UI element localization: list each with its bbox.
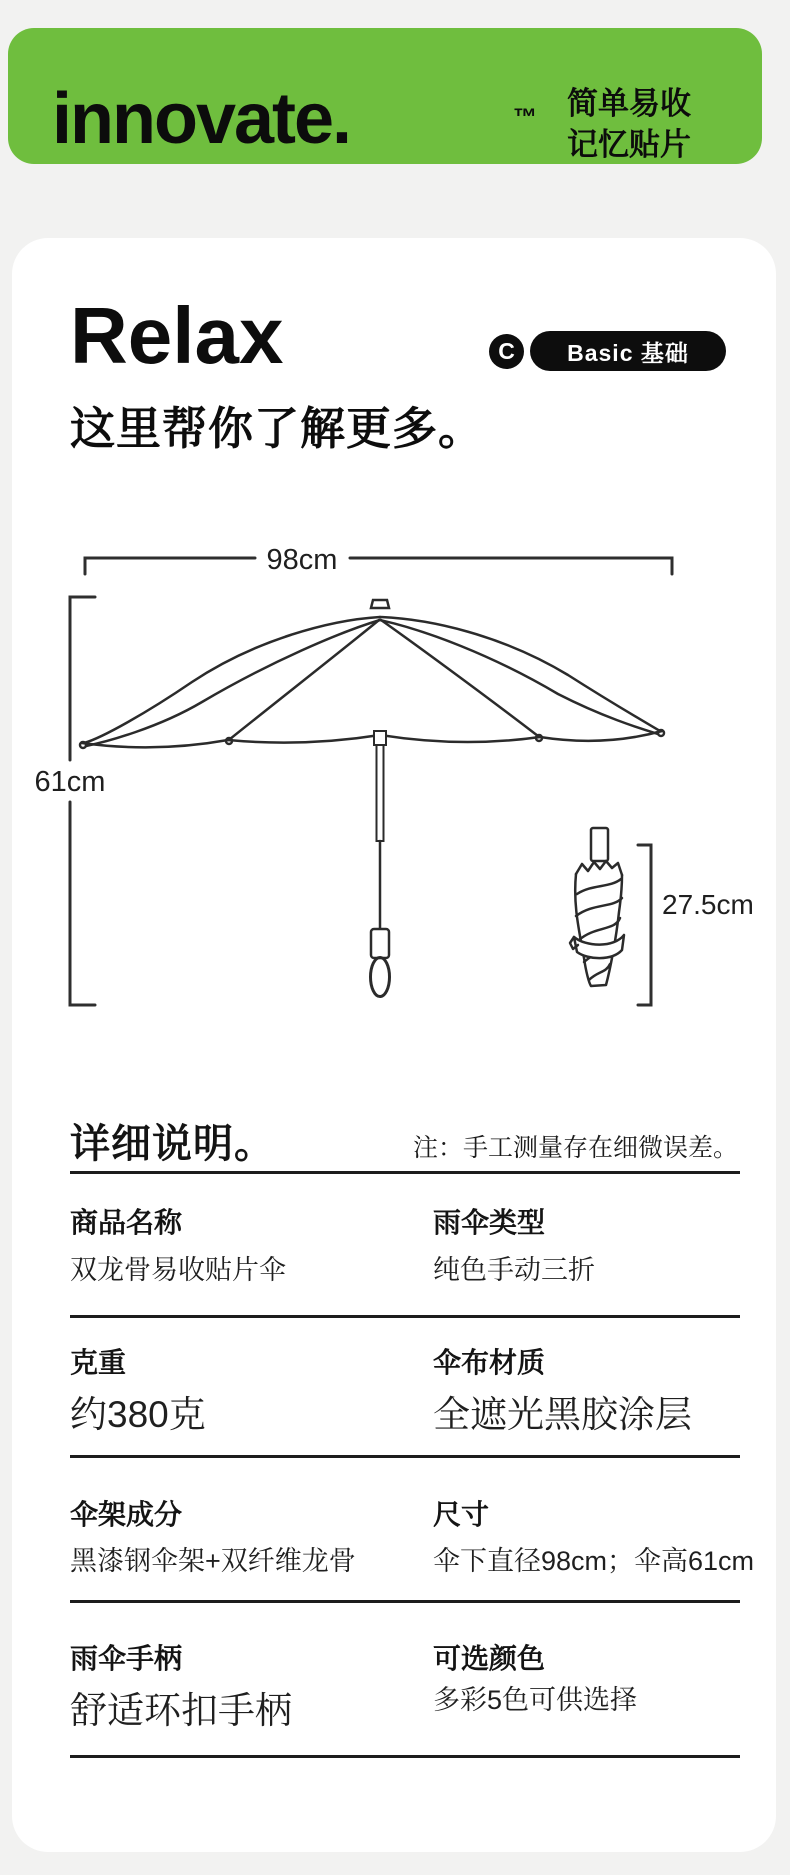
spec-value-product-name: 双龙骨易收贴片伞 (70, 1255, 286, 1285)
spec-value-canopy-material: 全遮光黑胶涂层 (433, 1394, 692, 1435)
section-subtitle: 这里帮你了解更多。 (70, 403, 485, 454)
open-umbrella-drawing (80, 600, 664, 997)
spec-label-colors: 可选颜色 (433, 1643, 546, 1674)
spec-label-product-name: 商品名称 (70, 1207, 183, 1238)
copyright-circle-badge: C (489, 334, 524, 369)
details-heading: 详细说明。 (70, 1122, 275, 1166)
folded-height-label: 27.5cm (662, 889, 754, 920)
brand-tagline (567, 83, 732, 165)
width-bracket (85, 558, 672, 574)
brand-banner (8, 28, 762, 164)
folded-height-bracket (638, 845, 651, 1005)
tagline-line-1: 简单易收 (567, 86, 691, 121)
divider (70, 1171, 740, 1174)
section-title: Relax (70, 291, 284, 380)
spec-value-frame: 黑漆钢伞架+双纤维龙骨 (70, 1546, 356, 1576)
spec-label-umbrella-type: 雨伞类型 (433, 1207, 546, 1238)
spec-value-handle: 舒适环扣手柄 (70, 1690, 292, 1731)
spec-value-umbrella-type: 纯色手动三折 (433, 1255, 595, 1285)
spec-label-handle: 雨伞手柄 (70, 1643, 183, 1674)
height-bracket (70, 597, 95, 1005)
basic-level-badge: Basic 基础 (530, 331, 726, 371)
folded-umbrella-drawing (570, 828, 624, 986)
spec-label-canopy-material: 伞布材质 (433, 1347, 546, 1378)
umbrella-dimension-diagram (30, 450, 760, 1020)
trademark-symbol: ™ (513, 104, 537, 131)
tagline-line-2: 记忆贴片 (567, 127, 691, 162)
divider (70, 1315, 740, 1318)
divider (70, 1600, 740, 1603)
spec-label-frame: 伞架成分 (70, 1499, 183, 1530)
spec-value-colors: 多彩5色可供选择 (433, 1685, 638, 1715)
divider (70, 1755, 740, 1758)
spec-label-size: 尺寸 (433, 1499, 490, 1530)
spec-label-weight: 克重 (70, 1347, 127, 1378)
spec-value-weight: 约380克 (70, 1394, 206, 1435)
spec-value-size: 伞下直径98cm；伞高61cm (433, 1546, 755, 1576)
measurement-note: 注：手工测量存在细微误差。 (412, 1134, 738, 1162)
brand-logo-text: innovate. (52, 79, 351, 159)
divider (70, 1455, 740, 1458)
height-dimension-label: 61cm (34, 766, 106, 798)
width-dimension-label: 98cm (266, 544, 338, 576)
